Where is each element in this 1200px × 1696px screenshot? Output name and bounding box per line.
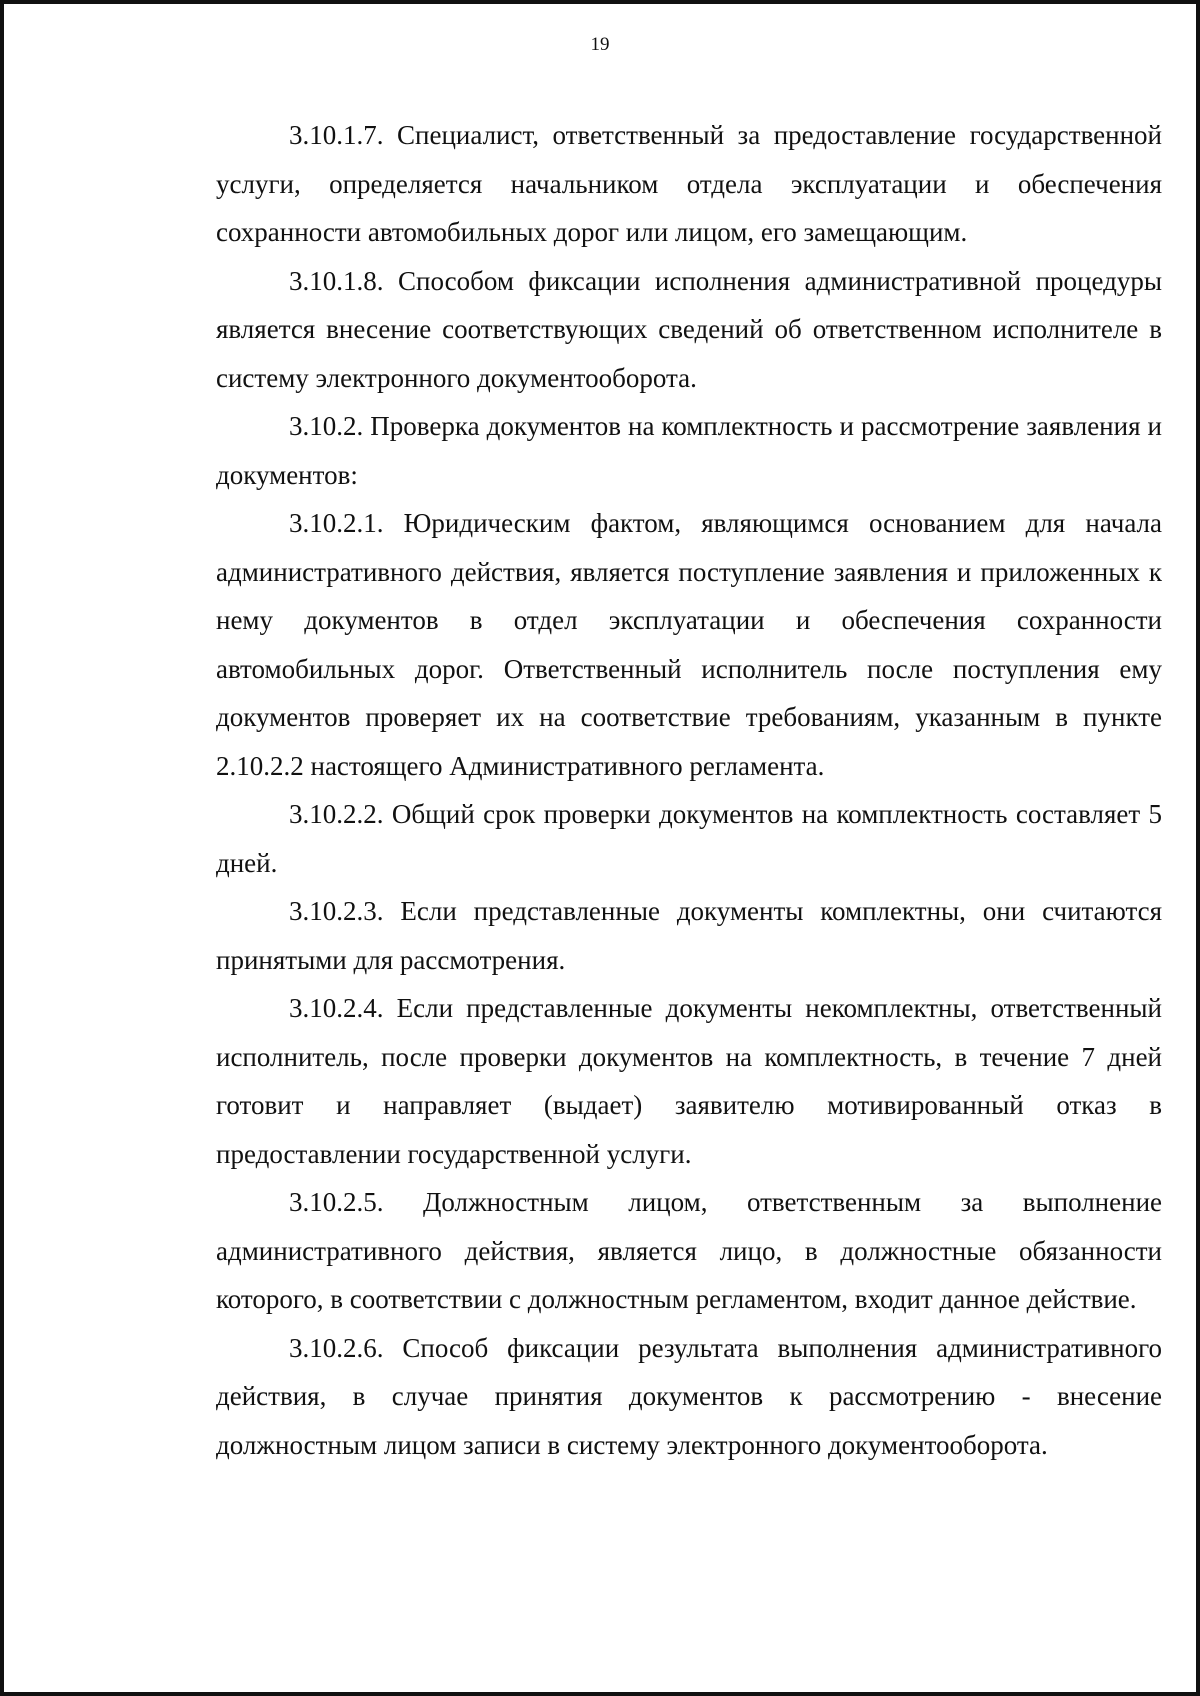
document-body bbox=[216, 111, 1162, 1469]
paragraph-3-10-2-6: 3.10.2.6. Способ фиксации результата выполнения административного действия, в случае принятия документов к рассмотрению - внесение должностным лицом записи в систему электронного документооборота. bbox=[216, 1332, 1162, 1460]
paragraph-3-10-1-8: 3.10.1.8. Способом фиксации исполнения административной процедуры является внесение соответствующих сведений об ответственном исполнителе в систему электронного документооборота. bbox=[216, 265, 1162, 393]
paragraph-3-10-1-7: 3.10.1.7. Специалист, ответственный за предоставление государственной услуги, определяется начальником отдела эксплуатации и обеспечения сохранности автомобильных дорог или лицом, его замещающим. bbox=[216, 120, 1162, 247]
paragraph-3-10-2-1: 3.10.2.1. Юридическим фактом, являющимся основанием для начала административного действия, является поступление заявления и приложенных к нему документов в отдел эксплуатации и обеспечения сохранности автомобильных дорог. Ответственный исполнитель после поступления ему документов проверяет их на соответствие требованиям, указанным в пункте 2.10.2.2 настоящего Административного регламента. bbox=[216, 508, 1162, 781]
paragraph-3-10-2-2: 3.10.2.2. Общий срок проверки документов на комплектность составляет 5 дней. bbox=[216, 799, 1162, 878]
paragraph-3-10-2: 3.10.2. Проверка документов на комплектность и рассмотрение заявления и документов: bbox=[216, 411, 1162, 490]
page-number: 19 bbox=[590, 34, 610, 55]
paragraph-3-10-2-3: 3.10.2.3. Если представленные документы комплектны, они считаются принятыми для рассмотрения. bbox=[216, 896, 1162, 975]
paragraph-3-10-2-5: 3.10.2.5. Должностным лицом, ответственным за выполнение административного действия, является лицо, в должностные обязанности которого, в соответствии с должностным регламентом, входит данное действие. bbox=[216, 1187, 1162, 1314]
paragraph-3-10-2-4: 3.10.2.4. Если представленные документы некомплектны, ответственный исполнитель, после проверки документов на комплектность, в течение 7 дней готовит и направляет (выдает) заявителю мотивированный отказ в предоставлении государственной услуги. bbox=[216, 993, 1162, 1169]
